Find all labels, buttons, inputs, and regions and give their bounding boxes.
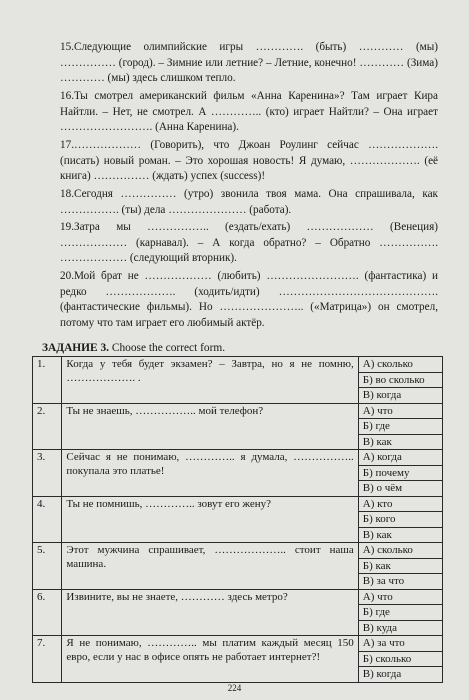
question-text: Ты не помнишь, ………….. зовут его жену? <box>62 496 358 543</box>
question-number: 6. <box>33 589 62 636</box>
table-row <box>33 450 443 466</box>
answer-option: Б) почему <box>358 465 442 481</box>
answer-option: Б) где <box>358 605 442 621</box>
answer-option: Б) кого <box>358 512 442 528</box>
answer-option: Б) сколько <box>358 651 442 667</box>
exercise-text: ……………… (Говорить), что Джоан Роулинг сейчас ………………. (писать) новый роман. – Это хорошая новость! Я думаю, ………………. (её книга) …………… (ждать) успех (success)! <box>60 138 438 183</box>
question-number: 7. <box>33 636 62 683</box>
answer-option: Б) где <box>358 419 442 435</box>
exercise-number: 17. <box>60 138 74 151</box>
answer-option: А) что <box>358 403 442 419</box>
exercise-item <box>60 220 438 267</box>
exercise-text: Следующие олимпийские игры …………. (быть) ………… (мы) …………… (город). – Зимние или летние? – Летние, конечно! ………… (Зима) ………… (мы) здесь слишком тепло. <box>60 41 438 85</box>
question-text: Ты не знаешь, …………….. мой телефон? <box>62 403 358 450</box>
table-row <box>33 543 443 559</box>
answer-option: А) что <box>358 589 442 605</box>
table-row <box>33 357 443 373</box>
task-instruction: Choose the correct form. <box>111 342 226 354</box>
table-row <box>33 589 443 605</box>
answer-option: А) сколько <box>358 543 442 559</box>
exercise-number: 19. <box>60 221 74 234</box>
answer-option: А) за что <box>358 636 442 652</box>
question-number: 1. <box>33 357 62 404</box>
answer-option: В) как <box>358 434 442 450</box>
answer-option: А) когда <box>358 450 442 466</box>
answer-option: Б) как <box>358 558 442 574</box>
answer-option: А) кто <box>358 496 442 512</box>
page-number: 224 <box>227 683 242 693</box>
exercise-item <box>60 138 438 185</box>
question-text: Я не понимаю, ………….. мы платим каждый месяц 150 евро, если у нас в офисе опять не работает интернет?! <box>62 636 358 683</box>
exercise-number: 15. <box>60 41 74 53</box>
answer-option: В) как <box>358 527 442 543</box>
answer-option: В) когда <box>358 667 442 683</box>
question-text: Сейчас я не понимаю, ………….. я думала, …………….. покупала это платье! <box>62 450 358 497</box>
question-number: 2. <box>33 403 62 450</box>
question-text: Извините, вы не знаете, ………… здесь метро? <box>62 589 358 636</box>
exercise-item <box>60 89 438 136</box>
choice-table <box>32 356 443 683</box>
answer-option: Б) во сколько <box>358 372 442 388</box>
exercise-text: Сегодня …………… (утро) звонила твоя мама. Она спрашивала, как ……………. (ты) дела ………………… (работа). <box>60 187 438 216</box>
exercise-text: Мой брат не ……………… (любить) ……………………. (фантастика) и редко ………………. (ходить/идти) ……………………………………. (фантастические фильмы). Но ………………….. («Матрица») он смотрел, потому что там играет его любимый актёр. <box>60 270 438 330</box>
exercise-text: Затра мы …………….. (ездать/ехать) ……………… (Венеция) ……………… (карнавал). – А когда обратно? – Обратно ……………. ……………… (следующий вторник). <box>60 221 438 265</box>
exercise-item <box>60 40 438 87</box>
answer-option: В) о чём <box>358 481 442 497</box>
exercise-item <box>60 269 438 331</box>
question-number: 5. <box>33 543 62 590</box>
answer-option: В) за что <box>358 574 442 590</box>
question-text: Этот мужчина спрашивает, ……………….. стоит наша машина. <box>62 543 358 590</box>
exercise-text: Ты смотрел американский фильм «Анна Каренина»? Там играет Кира Найтли. – Нет, не смотрел. А ………….. (кто) играет Найтли? – Она играет ……………………. (Анна Каренина). <box>60 89 438 134</box>
question-text: Когда у тебя будет экзамен? – Завтра, но я не помню, ………………. . <box>62 357 358 404</box>
table-row <box>33 636 443 652</box>
task-heading <box>42 341 225 355</box>
answer-option: А) сколько <box>358 357 442 373</box>
exercise-number: 20. <box>60 270 74 283</box>
answer-option: В) куда <box>358 620 442 636</box>
question-number: 4. <box>33 496 62 543</box>
question-number: 3. <box>33 450 62 497</box>
answer-option: В) когда <box>358 388 442 404</box>
task-label: ЗАДАНИЕ 3. <box>42 342 110 354</box>
table-row <box>33 403 443 419</box>
fill-in-exercises <box>60 40 438 334</box>
exercise-number: 16. <box>60 89 74 102</box>
exercise-number: 18. <box>60 187 74 200</box>
table-row <box>33 496 443 512</box>
exercise-item <box>60 187 438 218</box>
